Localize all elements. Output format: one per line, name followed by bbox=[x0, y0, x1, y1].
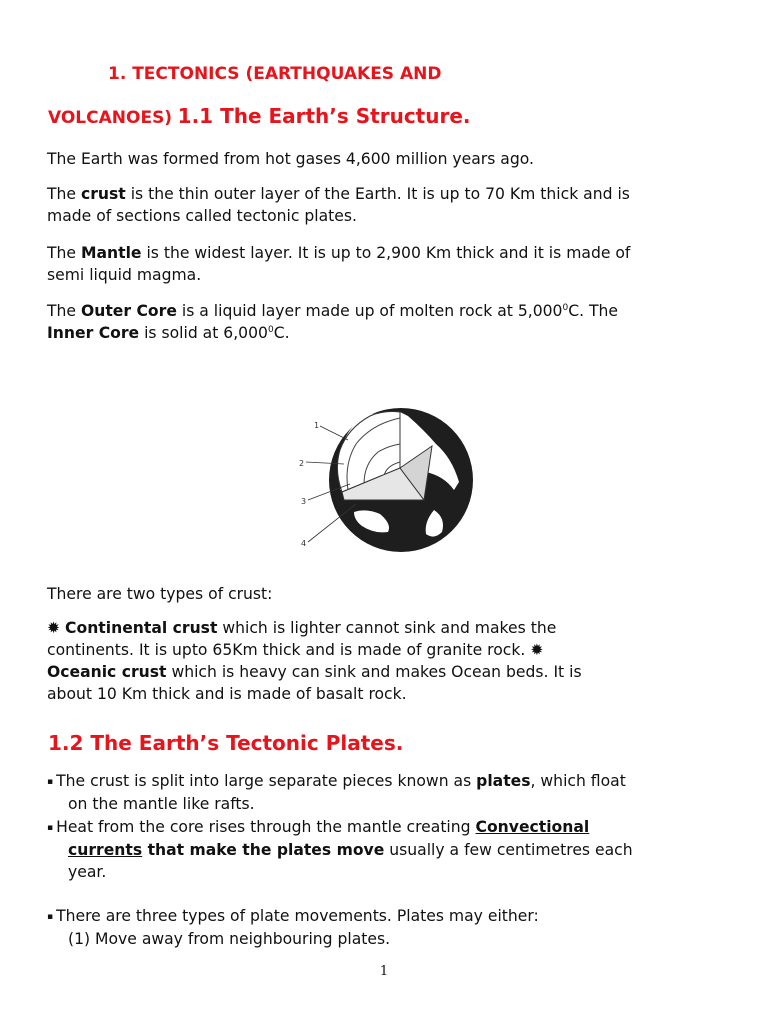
text: made of sections called tectonic plates. bbox=[47, 207, 357, 225]
term-crust: crust bbox=[80, 185, 126, 203]
bullet-convection bbox=[47, 816, 727, 883]
superscript: 0 bbox=[267, 325, 274, 335]
term-outer-core: Outer Core bbox=[80, 302, 177, 320]
text: is the thin outer layer of the Earth. It is up to 70 Km thick and is bbox=[125, 185, 630, 203]
star-bullet-icon: ✹ bbox=[47, 619, 61, 637]
diagram-label-4: 4 bbox=[301, 539, 307, 548]
term-plates: plates bbox=[476, 772, 531, 790]
text: continents. It is upto 65Km thick and is made of granite rock. bbox=[47, 641, 526, 659]
term-convectional: Convectional bbox=[475, 818, 590, 836]
text: which is lighter cannot sink and makes the bbox=[217, 619, 557, 637]
text: The bbox=[47, 244, 81, 262]
bullet-marker-icon: ▪ bbox=[47, 912, 54, 922]
text: year. bbox=[68, 863, 107, 881]
term-inner-core: Inner Core bbox=[47, 324, 140, 342]
text: , which float bbox=[530, 772, 626, 790]
text: about 10 Km thick and is made of basalt rock. bbox=[47, 685, 407, 703]
text: is the widest layer. It is up to 2,900 Km thick and it is made of bbox=[141, 244, 631, 262]
page-number: 1 bbox=[379, 964, 389, 979]
diagram-label-3: 3 bbox=[301, 497, 307, 506]
term-currents: currents bbox=[68, 841, 143, 859]
superscript: 0 bbox=[562, 303, 569, 313]
text: The bbox=[47, 185, 81, 203]
section-heading-earth-structure: 1.1 The Earth’s Structure. bbox=[177, 104, 471, 128]
bullet-marker-icon: ▪ bbox=[47, 777, 54, 787]
text: (1) Move away from neighbouring plates. bbox=[68, 930, 391, 948]
star-bullet-icon: ✹ bbox=[530, 641, 544, 659]
bullet-marker-icon: ▪ bbox=[47, 823, 54, 833]
diagram-label-2: 2 bbox=[299, 459, 305, 468]
paragraph-crust-types-intro: There are two types of crust: bbox=[47, 585, 273, 603]
bullet-plate-movements bbox=[47, 905, 727, 950]
bullet-plates bbox=[47, 770, 727, 815]
text: The crust is split into large separate pieces known as bbox=[56, 772, 477, 790]
term-mantle: Mantle bbox=[80, 244, 142, 262]
text: C. The bbox=[568, 302, 619, 320]
text: usually a few centimetres each bbox=[384, 841, 633, 859]
text: which is heavy can sink and makes Ocean beds. It is bbox=[166, 663, 582, 681]
paragraph-crust-types bbox=[47, 617, 727, 705]
text: is a liquid layer made up of molten rock at 5,000 bbox=[176, 302, 563, 320]
term-continental-crust: Continental crust bbox=[65, 619, 218, 637]
text: The bbox=[47, 302, 81, 320]
text: on the mantle like rafts. bbox=[68, 795, 255, 813]
term-plates-move: that make the plates move bbox=[142, 841, 385, 859]
text: There are three types of plate movements. Plates may either: bbox=[56, 907, 539, 925]
diagram-label-1: 1 bbox=[314, 421, 320, 430]
section-heading-tectonic-plates: 1.2 The Earth’s Tectonic Plates. bbox=[48, 731, 404, 755]
text: semi liquid magma. bbox=[47, 266, 202, 284]
text: Heat from the core rises through the mantle creating bbox=[56, 818, 476, 836]
chapter-heading-line2-prefix: VOLCANOES) bbox=[48, 108, 173, 128]
earth-structure-diagram bbox=[284, 400, 484, 560]
chapter-heading-line1: 1. TECTONICS (EARTHQUAKES AND bbox=[108, 64, 442, 84]
term-oceanic-crust: Oceanic crust bbox=[47, 663, 167, 681]
text: is solid at 6,000 bbox=[139, 324, 268, 342]
label-1-leader bbox=[320, 426, 348, 440]
paragraph-core bbox=[47, 300, 727, 344]
paragraph-earth-formed: The Earth was formed from hot gases 4,600 million years ago. bbox=[47, 150, 534, 168]
paragraph-mantle bbox=[47, 242, 727, 286]
paragraph-crust bbox=[47, 183, 727, 227]
text: C. bbox=[273, 324, 290, 342]
chapter-heading-line2 bbox=[48, 104, 471, 128]
